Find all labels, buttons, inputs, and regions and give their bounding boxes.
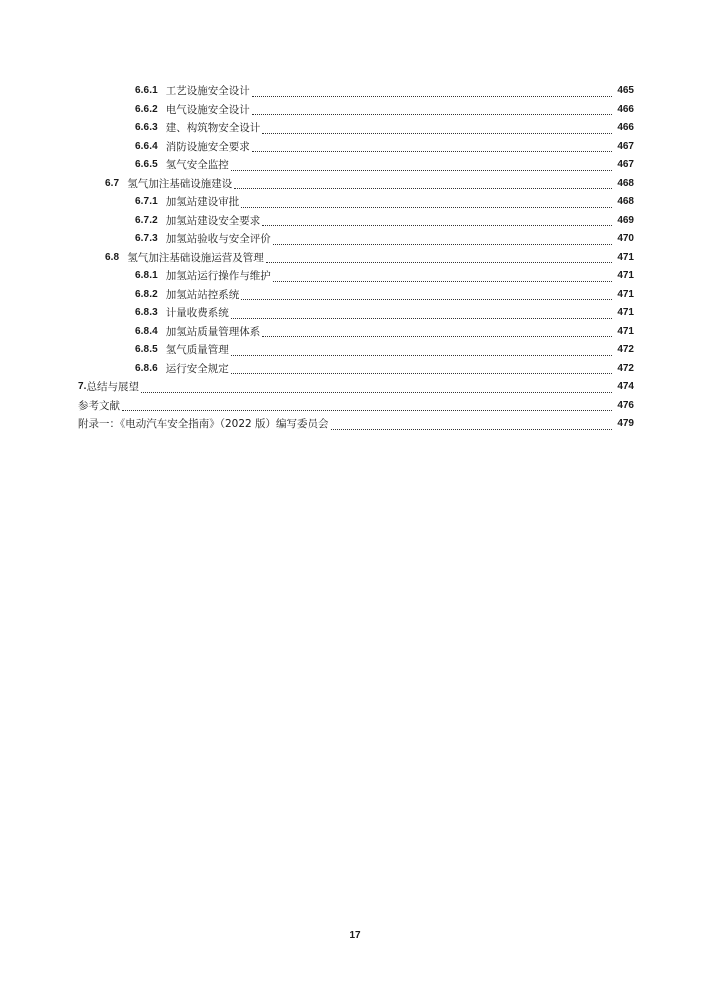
toc-section-number: 6.7 [105,177,120,189]
toc-page-number: 472 [617,362,634,374]
toc-section-number: 6.8 [105,251,120,263]
toc-section-number: 6.6.2 [135,103,158,115]
toc-dot-leader [262,132,612,134]
toc-section-title: 氢气加注基础设施运营及管理 [127,251,264,264]
toc-section-title: 加氢站验收与安全评价 [165,233,271,245]
toc-dot-leader [231,169,612,171]
toc-page-number: 467 [617,140,634,152]
toc-dot-leader [252,150,612,152]
toc-page-number: 476 [617,399,634,411]
toc-entry[interactable] [0,193,710,212]
toc-entry[interactable] [0,360,710,379]
toc-dot-leader [273,280,612,282]
toc-entry[interactable] [0,397,710,416]
toc-entry[interactable] [0,175,710,194]
toc-page-number: 468 [617,177,634,189]
toc-entry[interactable] [0,304,710,323]
toc-section-number: 6.7.2 [135,214,158,226]
toc-section-title: 计量收费系统 [165,307,229,319]
toc-page-number: 470 [617,233,634,244]
toc-section-number: 6.8.2 [135,288,158,300]
toc-entry[interactable] [0,101,710,120]
toc-entry[interactable] [0,230,710,249]
toc-page-number: 466 [617,103,634,115]
toc-page-number: 474 [617,381,634,392]
toc-dot-leader [141,391,612,393]
toc-entry[interactable] [0,378,710,397]
toc-section-title: 氢气加注基础设施建设 [127,177,233,190]
toc-section-title: 参考文献 [78,399,120,412]
toc-dot-leader [331,428,612,430]
toc-entry[interactable] [0,341,710,360]
toc-section-number: 6.8.3 [135,307,158,318]
toc-dot-leader [234,187,612,189]
toc-section-title: 消防设施安全要求 [165,140,250,153]
toc-entry[interactable] [0,286,710,305]
page-number: 17 [349,930,361,941]
toc-page-number: 471 [617,325,634,337]
toc-section-title: 工艺设施安全设计 [165,85,250,97]
toc-entry[interactable] [0,156,710,175]
toc-section-number: 6.8.1 [135,270,158,281]
toc-section-number: 6.7.3 [135,233,158,244]
toc-section-number: 6.8.6 [135,362,158,374]
toc-entry[interactable] [0,249,710,268]
toc-section-title: 加氢站质量管理体系 [165,325,261,338]
toc-page-number: 479 [617,418,634,429]
toc-dot-leader [252,95,612,97]
toc-section-number: 6.6.4 [135,140,158,152]
toc-dot-leader [231,354,612,356]
toc-section-title: 建、构筑物安全设计 [165,122,261,134]
toc-section-title: 加氢站建设审批 [165,196,240,208]
toc-section-number: 6.8.5 [135,344,158,355]
toc-entry[interactable] [0,415,710,434]
toc-dot-leader [252,113,612,115]
toc-section-number: 6.6.5 [135,159,158,170]
toc-section-number: 6.7.1 [135,196,158,207]
toc-dot-leader [266,261,612,263]
toc-entry[interactable] [0,138,710,157]
toc-section-title: 电气设施安全设计 [165,103,250,116]
toc-dot-leader [262,335,612,337]
toc-dot-leader [231,372,612,374]
toc-dot-leader [122,409,612,411]
toc-page-number: 468 [617,196,634,207]
toc-page-number: 471 [617,270,634,281]
toc-section-number: 7. [78,381,87,392]
toc-entry[interactable] [0,267,710,286]
toc-section-number: 6.8.4 [135,325,158,337]
toc-section-title: 加氢站建设安全要求 [165,214,261,227]
toc-page-number: 466 [617,122,634,133]
toc-section-title: 总结与展望 [86,381,140,393]
toc-section-title: 运行安全规定 [165,362,229,375]
toc-page-number: 471 [617,288,634,300]
toc-entry[interactable] [0,323,710,342]
toc-section-number: 6.6.1 [135,85,158,96]
toc-entry[interactable] [0,212,710,231]
toc-page-number: 471 [617,251,634,263]
toc-section-title: 附录一：《电动汽车安全指南》（2022 版）编写委员会 [78,418,329,430]
toc-page-number: 465 [617,85,634,96]
toc-section-title: 加氢站运行操作与维护 [165,270,271,282]
toc-section-number: 6.6.3 [135,122,158,133]
toc-entry[interactable] [0,119,710,138]
toc-dot-leader [273,243,612,245]
toc-entry[interactable] [0,82,710,101]
toc-page-number: 469 [617,214,634,226]
toc-page-number: 472 [617,344,634,355]
toc-dot-leader [241,298,612,300]
table-of-contents [0,82,710,434]
toc-dot-leader [241,206,612,208]
toc-section-title: 氢气安全监控 [165,159,229,171]
toc-dot-leader [231,317,612,319]
toc-section-title: 加氢站站控系统 [165,288,240,301]
toc-dot-leader [262,224,612,226]
toc-section-title: 氢气质量管理 [165,344,229,356]
toc-page-number: 471 [617,307,634,318]
toc-page-number: 467 [617,159,634,170]
